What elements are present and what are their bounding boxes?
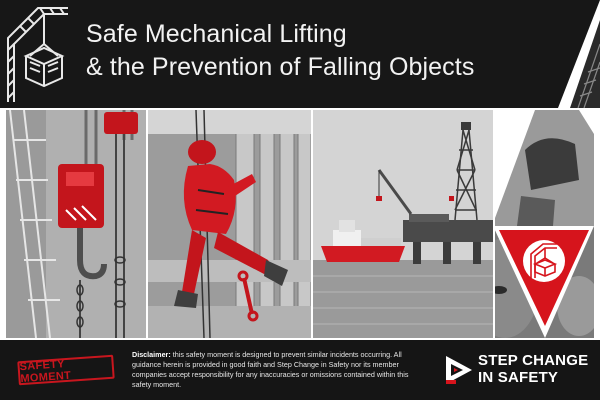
footer-bar (0, 340, 600, 400)
safety-moment-label: SAFETY MOMENT (19, 358, 72, 386)
step-change-logo (444, 354, 474, 386)
photo-offshore-rig (313, 110, 493, 338)
photo-rope-access-worker (148, 110, 311, 338)
title-line-1: Safe Mechanical Lifting (86, 20, 347, 48)
crane-silhouette (540, 0, 600, 108)
title-line-2: & the Prevention of Falling Objects (86, 53, 475, 81)
disclaimer-body: this safety moment is designed to prevent similar incidents occurring. All guidance herein is provided in good faith and Step Change in Safety nor its member companies accept responsibility for any inaccuracies or omissions contained within this safety moment. (132, 350, 409, 389)
brand-line-2: IN SAFETY (478, 369, 559, 386)
safety-moment-badge (17, 355, 114, 386)
disclaimer-text (132, 350, 422, 390)
crane-load-badge-icon (521, 238, 567, 284)
crane-load-icon (4, 4, 74, 104)
header-banner (0, 0, 600, 108)
photo-crew-collage (495, 110, 594, 338)
photo-crane-hooks (6, 110, 146, 338)
disclaimer-label: Disclaimer: (132, 350, 171, 359)
brand-name (478, 352, 588, 386)
page-title (86, 18, 474, 84)
brand-line-1: STEP CHANGE (478, 352, 589, 369)
photo-strip (0, 108, 600, 340)
